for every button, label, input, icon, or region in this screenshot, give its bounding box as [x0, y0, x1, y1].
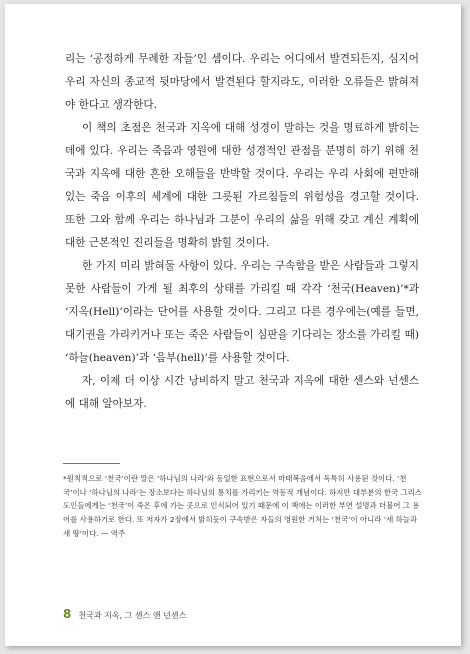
body-text [65, 48, 419, 416]
paragraph-4: 자, 이제 더 이상 시간 낭비하지 말고 천국과 지옥에 대한 센스와 넌센스에 대해 알아보자. [65, 375, 419, 410]
footnote-text: *원칙적으로 ‘천국’이란 말은 ‘하나님의 나라’와 동일한 표현으로서 마태복음에서 독특히 사용된 것이다. ‘천국’이나 ‘하나님의 나라’는 장소보다는 하나님의 통치를 가리키는 역동적 개념이다. 하지만 대부분의 한국 그리스도인들에게는 ‘천국’이 죽은 후에 가는 곳으로 인식되어 있기 때문에 이 책에는 이러한 부연 설명과 더불어 그 용어를 사용하기로 한다. 또 저자가 2장에서 밝히듯이 구속받은 자들의 영원한 거처는 ‘천국’이 아니라 ‘새 하늘과 새 땅’이다. — 역주 [63, 474, 422, 538]
footnote-rule [63, 463, 120, 464]
paragraph-2: 이 책의 초점은 천국과 지옥에 대해 성경이 말하는 것을 명료하게 밝히는 데에 있다. 우리는 죽음과 영원에 대한 성경적인 관점을 분명히 하기 위해 천국과 지옥에 대한 흔한 오해들을 반박할 것이다. 우리는 우리 사회에 편만해 있는 죽음 이후의 세계에 대한 그릇된 가르침들의 위험성을 경고할 것이다. 또한 그와 함께 우리는 하나님과 그분이 우리의 삶을 위해 갖고 계신 계획에 대한 근본적인 진리들을 명확히 밝힐 것이다. [65, 122, 419, 249]
paragraph-3: 한 가지 미리 밝혀둘 사항이 있다. 우리는 구속함을 받은 사람들과 그렇지 못한 사람들이 가게 될 최후의 상태를 가리킬 때 각각 ‘천국(Heaven)’*과 ‘지옥(Hell)’이라는 단어를 사용할 것이다. 그리고 다른 경우에는(예를 들면, 대기권을 가리키거나 또는 죽은 사람들이 심판을 기다리는 장소를 가리킬 때) ‘하늘(heaven)’과 ‘음부(hell)’를 사용할 것이다. [65, 260, 419, 364]
footnote [63, 472, 423, 541]
page-number: 8 [63, 607, 72, 621]
running-title: 천국과 지옥, 그 센스 앤 넌센스 [78, 611, 187, 620]
page-footer [63, 607, 186, 621]
paragraph-1: 리는 ‘공정하게 무례한 자들’인 셈이다. 우리는 어디에서 발견되든지, 심지어 우리 자신의 종교적 뒷마당에서 발견된다 할지라도, 이러한 오류들은 밝혀져야 한다고 생각한다. [65, 53, 419, 111]
book-page [5, 4, 461, 646]
